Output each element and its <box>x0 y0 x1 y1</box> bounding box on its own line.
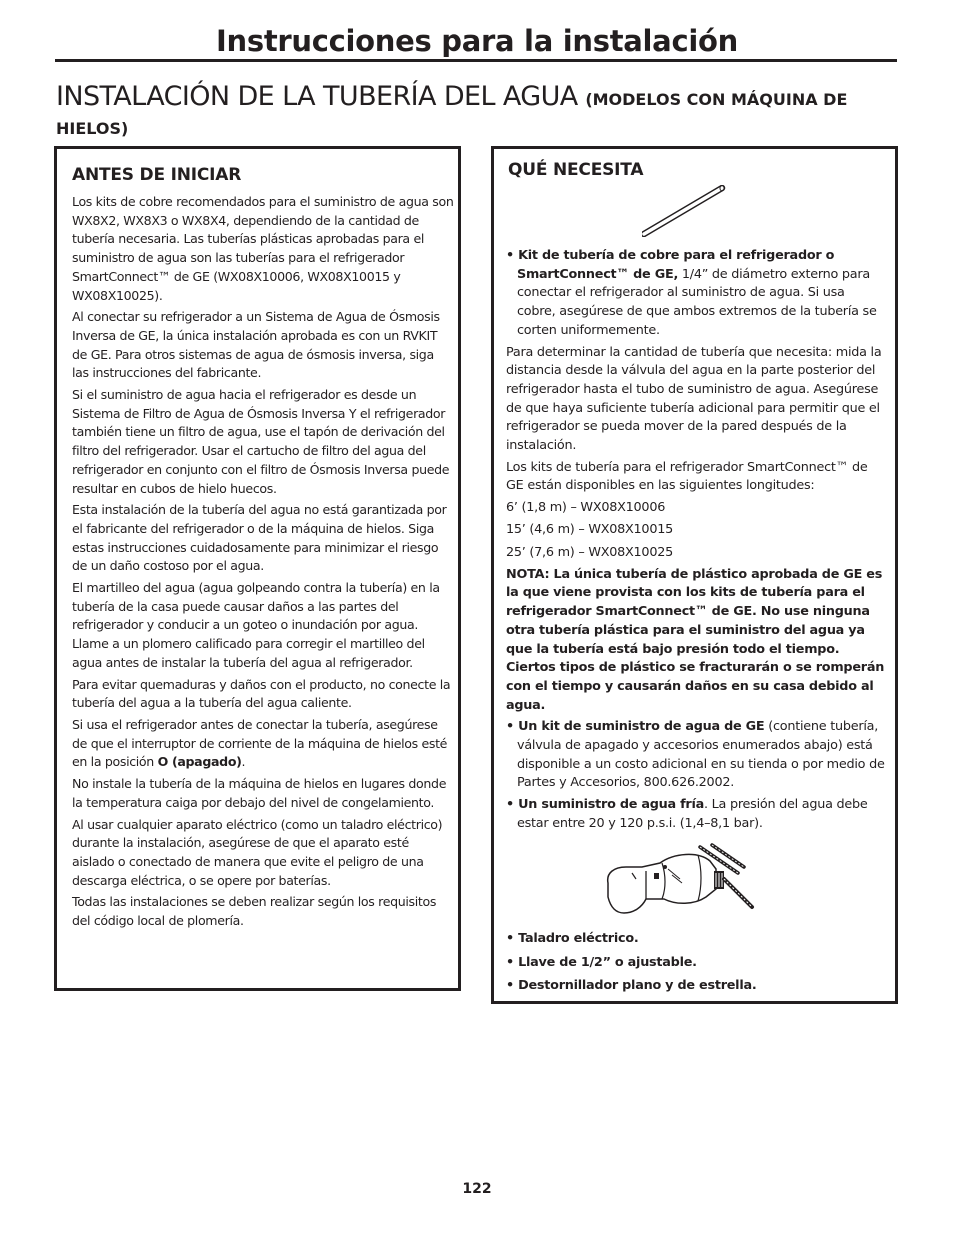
section-title-main: INSTALACIÓN DE LA TUBERÍA DEL AGUA <box>56 81 578 112</box>
antes-paragraph: Esta instalación de la tubería del agua no está garantizada por el fabricante del refrigerador o de la máquina de hielos. Siga estas instrucciones cuidadosamente para minimizar el riesgo de un daño costoso por el agua. <box>72 502 447 574</box>
page-title: Instrucciones para la instalación <box>216 24 738 58</box>
icemaker-switch-text: Si usa el refrigerador antes de conectar la tubería, asegúrese de que el interruptor de corriente de la máquina de hielos esté en la posición <box>72 716 448 770</box>
antes-paragraph-icemaker-switch <box>72 716 454 772</box>
length-item: 6’ (1,8 m) – WX08X10006 <box>506 500 666 516</box>
tools-list <box>506 930 886 995</box>
length-item: 25’ (7,6 m) – WX08X10025 <box>506 544 674 560</box>
antes-paragraph: Los kits de cobre recomendados para el suministro de agua son WX8X2, WX8X3 o WX8X4, dependiendo de la cantidad de tubería necesaria. Las tuberías plásticas aprobadas para el suministro de agua son las tuberías para el refrigerador SmartConnect™ de GE (WX08X10006, WX08X10015 y WX08X10025). <box>72 194 454 303</box>
title-rule <box>55 59 897 62</box>
measure-paragraph: Para determinar la cantidad de tubería que necesita: mida la distancia desde la válvula del agua en la parte posterior del refrigerador hasta el tubo de suministro de agua. Asegúrese de que haya suficiente tubería adicional para permitir que el refrigerador se pueda mover de la pared después de la instalación. <box>506 344 882 454</box>
copper-kit-text: 1/4” de diámetro externo para conectar el refrigerador al suministro de agua. Si usa cobre, asegúrese de que ambos extremos de la tubería se corten uniformemente. <box>517 266 877 338</box>
que-necesita-box <box>491 146 898 1004</box>
antes-paragraph: El martilleo del agua (agua golpeando contra la tubería) en la tubería de la casa puede causar daños a las partes del refrigerador y conducir a un goteo o inundación por agua. Llame a un plomero calificado para corregir el martilleo del agua antes de instalar la tubería del agua al refrigerador. <box>72 580 440 670</box>
que-necesita-heading: QUÉ NECESITA <box>508 160 644 180</box>
ge-kit-bold: • Un kit de suministro de agua de GE <box>506 719 765 735</box>
antes-paragraph-electrical: Al usar cualquier aparato eléctrico (como un taladro eléctrico) durante la instalación, asegúrese de que el aparato esté aislado o conectado de manera que evite el peligro de una descarga eléctrica, o se opere por baterías. <box>72 816 443 888</box>
antes-paragraph-freezing: No instale la tubería de la máquina de hielos en lugares donde la temperatura caiga por debajo del nivel de congelamiento. <box>72 776 447 810</box>
tool-item: • Llave de 1/2” o ajustable. <box>506 954 697 970</box>
copper-kit-item <box>506 247 886 341</box>
antes-paragraph: Para evitar quemaduras y daños con el producto, no conecte la tubería del agua a la tubería del agua caliente. <box>72 676 451 711</box>
antes-paragraph: Al conectar su refrigerador a un Sistema de Agua de Ósmosis Inversa de GE, la única instalación aprobada es con un RVKIT de GE. Para otros sistemas de agua de ósmosis inversa, siga las instrucciones del fabricante. <box>72 309 440 381</box>
tool-item: • Taladro eléctrico. <box>506 931 639 947</box>
ge-kit-item <box>506 718 886 793</box>
cold-water-text: . La presión del agua debe estar entre 20 y 120 p.s.i. (1,4–8,1 bar). <box>517 797 868 831</box>
antes-paragraph-code: Todas las instalaciones se deben realizar según los requisitos del código local de plomería. <box>72 894 437 929</box>
antes-body <box>72 193 454 934</box>
cold-water-item <box>506 796 886 833</box>
copper-kit-bold: • Kit de tubería de cobre para el refrigerador o SmartConnect™ de GE, <box>506 248 835 282</box>
off-position-label: O (apagado) <box>157 754 242 770</box>
antes-de-iniciar-box <box>54 146 461 991</box>
cold-water-bold: • Un suministro de agua fría <box>506 797 705 813</box>
drill-icon <box>602 843 762 919</box>
antes-heading: ANTES DE INICIAR <box>72 165 242 185</box>
section-title-sub: (MODELOS CON MÁQUINA DE HIELOS) <box>56 90 848 138</box>
icemaker-switch-end: . <box>241 754 246 770</box>
kits-paragraph: Los kits de tubería para el refrigerador SmartConnect™ de GE están disponibles en las siguientes longitudes: <box>506 459 868 494</box>
page-number: 122 <box>462 1181 492 1197</box>
copper-tubing-icon <box>642 185 726 237</box>
ge-kit-text: (contiene tubería, válvula de apagado y accesorios enumerados abajo) está disponible a un costo adicional en su tienda o por medio de Partes y Accesorios, 800.626.2002. <box>517 719 885 791</box>
tool-item: • Destornillador plano y de estrella. <box>506 977 757 993</box>
antes-paragraph: Si el suministro de agua hacia el refrigerador es desde un Sistema de Filtro de Agua de Ósmosis Inversa Y el refrigerador también tiene un filtro de agua, use el tapón de derivación del filtro del refrigerador. Usar el cartucho de filtro del agua del refrigerador en conjunto con el filtro de Ósmosis Inversa puede resultar en cubos de hielo huecos. <box>72 387 450 496</box>
section-title <box>56 81 896 142</box>
length-item: 15’ (4,6 m) – WX08X10015 <box>506 522 674 538</box>
nota-paragraph: NOTA: La única tubería de plástico aprobada de GE es la que viene provista con los kits de tubería para el refrigerador SmartConnect™ de GE. No use ninguna otra tubería plástica para el suministro del agua ya que la tubería está bajo presión todo el tiempo. Ciertos tipos de plástico se fracturarán o se romperán con el tiempo y causarán daños en su casa debido al agua. <box>506 566 885 713</box>
que-necesita-body <box>506 247 886 1000</box>
